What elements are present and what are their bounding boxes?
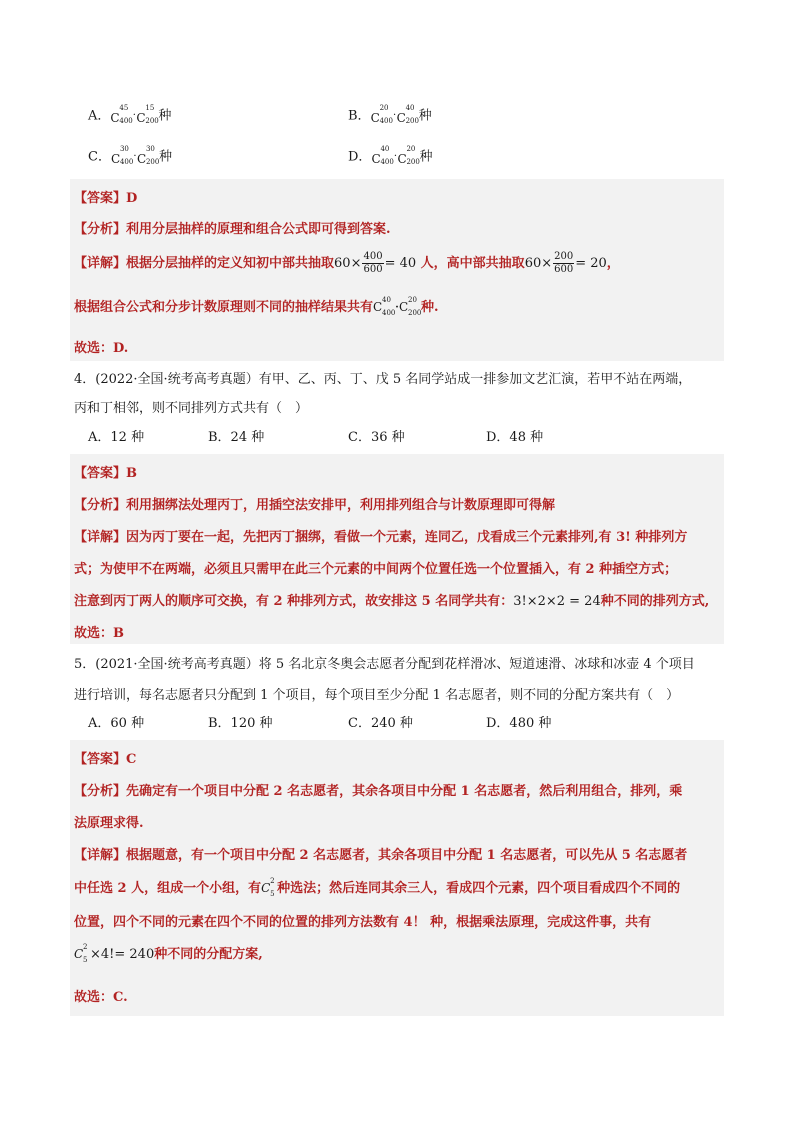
- combination-symbol: C 15 200: [136, 104, 159, 125]
- q4-option-c: C．36 种: [348, 430, 405, 445]
- combo-sub: 200: [145, 117, 159, 125]
- analysis-text: 利用分层抽样的原理和组合公式即可得到答案.: [126, 222, 391, 237]
- combo-sup: 20: [379, 104, 389, 112]
- option-unit: 种: [418, 108, 432, 124]
- detail-tag: 【详解】: [74, 848, 127, 863]
- combo-sup: 2: [270, 876, 275, 885]
- combination-symbol: C 30 400: [110, 145, 134, 166]
- combo-sup: 40: [405, 104, 415, 112]
- combo-sub: 400: [119, 117, 133, 125]
- conclusion-text: 故选：D.: [74, 341, 129, 356]
- answer-value: C: [126, 752, 137, 767]
- combo-sup: 40: [380, 145, 390, 153]
- fraction: [553, 251, 574, 276]
- combo-sub: 400: [380, 158, 394, 166]
- combination-symbol: C 20 200: [399, 295, 422, 317]
- combination-symbol: C 30 200: [136, 145, 160, 166]
- q4-solution-block: [70, 454, 724, 644]
- combo-sub: 5: [270, 889, 275, 898]
- combination-symbol: C 20 200: [397, 145, 420, 166]
- q5-option-b: B．120 种: [208, 716, 273, 731]
- detail-text: 种不同的分配方案,: [154, 947, 263, 962]
- combination-symbol: C 40 200: [396, 104, 419, 125]
- detail-text: 根据分层抽样的定义知初中部共抽取: [126, 256, 335, 271]
- detail-text: 人，高中部共抽取: [420, 256, 525, 271]
- q5-detail-line-3: 位置，四个不同的元素在四个不同的位置的排列方法数有 4！ 种，根据乘法原理，完成这件事，共有: [74, 915, 652, 930]
- math-expr: 3!×2×2 = 24: [513, 594, 601, 609]
- math-expr: ×4!= 240: [90, 947, 155, 962]
- answer-value: B: [126, 466, 138, 481]
- analysis-text: 先确定有一个项目中分配 2 名志愿者，其余各项目中分配 1 名志愿者，然后利用组合，排列，乘: [126, 784, 683, 799]
- detail-text: 根据题意，有一个项目中分配 2 名志愿者，其余各项目中分配 1 名志愿者，可以先从 5 名志愿者: [126, 848, 688, 863]
- combo-sub: 5: [83, 955, 88, 964]
- combo-sub: 200: [145, 158, 160, 166]
- detail-text: 根据组合公式和分步计数原理则不同的抽样结果共有: [74, 300, 374, 315]
- fraction-denominator: 600: [554, 264, 574, 275]
- math-expr: 60×: [334, 256, 362, 271]
- combo-sup: 30: [145, 145, 155, 153]
- detail-text: 种不同的排列方式,: [600, 594, 710, 609]
- q5-analysis-line-2: 法原理求得.: [74, 816, 144, 831]
- q4-conclusion: 故选：B: [74, 626, 124, 641]
- combination-symbol: C 45 400: [110, 104, 133, 125]
- q3-option-d: D． C 40 400 · C 20 200 种: [348, 145, 433, 166]
- q4-option-d: D．48 种: [486, 430, 544, 445]
- q5-answer: [74, 748, 136, 767]
- q3-option-c: C． C 30 400 · C 30 200 种: [88, 145, 172, 166]
- combo-sup: 40: [382, 295, 391, 304]
- combination-symbol: C 2 5: [261, 876, 275, 898]
- combo-sup: 20: [408, 295, 417, 304]
- option-unit: 种: [158, 149, 172, 165]
- combo-sub: 400: [119, 158, 134, 166]
- answer-tag: 【答案】: [74, 752, 127, 767]
- combination-symbol: C 2 5: [74, 942, 88, 964]
- q3-detail-line-1: [74, 251, 620, 277]
- detail-text: 注意到丙丁两人的顺序可交换，有 2 种排列方式，故安排这 5 名同学共有：: [74, 594, 514, 609]
- combo-sub: 400: [379, 117, 393, 125]
- q5-conclusion: 故选：C.: [74, 990, 128, 1005]
- combination-symbol: C 20 400: [370, 104, 393, 125]
- option-unit: 种: [419, 149, 433, 165]
- q3-analysis: [74, 218, 391, 237]
- combo-sub: 200: [406, 158, 420, 166]
- combo-sup: 30: [119, 145, 129, 153]
- combination-symbol: C 40 400: [373, 295, 396, 317]
- q4-detail-line-2: 式；为使甲不在两端，必须且只需甲在此三个元素的中间两个位置任选一个位置插入，有 2 种插空方式；: [74, 562, 678, 577]
- analysis-tag: 【分析】: [74, 498, 127, 513]
- fraction: [362, 251, 383, 276]
- option-label: C．: [88, 149, 111, 165]
- combo-sup: 20: [406, 145, 416, 153]
- combo-sub: 400: [382, 308, 396, 317]
- q4-stem-line-1: 4．(2022·全国·统考高考真题）有甲、乙、丙、丁、戊 5 名同学站成一排参加文艺汇演，若甲不站在两端，: [74, 372, 692, 387]
- option-label: A．: [88, 108, 111, 124]
- detail-text: 因为丙丁要在一起，先把丙丁捆绑，看做一个元素，连同乙，戊看成三个元素排列,有 3! 种排列方: [126, 530, 688, 545]
- detail-text: ，: [606, 256, 620, 271]
- q5-option-d: D．480 种: [486, 716, 552, 731]
- q5-detail-line-4: [74, 943, 263, 965]
- math-expr: = 20: [575, 256, 607, 271]
- answer-value: D: [126, 191, 138, 206]
- detail-tag: 【详解】: [74, 256, 127, 271]
- q3-detail-line-2: 根据组合公式和分步计数原理则不同的抽样结果共有 C 40 400 · C 20 200 种.: [74, 295, 439, 317]
- analysis-tag: 【分析】: [74, 784, 127, 799]
- option-label: B．: [348, 108, 371, 124]
- q3-option-b: B． C 20 400 · C 40 200 种: [348, 104, 432, 125]
- detail-text: 种.: [421, 300, 439, 315]
- q4-option-b: B．24 种: [208, 430, 265, 445]
- q3-solution-block: [70, 179, 724, 361]
- answer-tag: 【答案】: [74, 191, 127, 206]
- q5-stem-line-1: 5．(2021·全国·统考高考真题）将 5 名北京冬奥会志愿者分配到花样滑冰、短道速滑、冰球和冰壶 4 个项目: [74, 657, 695, 672]
- q3-answer: [74, 187, 137, 206]
- q5-detail-line-2: [74, 877, 680, 899]
- detail-text: 种选法；然后连同其余三人，看成四个元素，四个项目看成四个不同的: [277, 881, 681, 896]
- combo-sup: 2: [83, 942, 88, 951]
- q5-solution-block: [70, 740, 724, 1016]
- q5-stem-line-2: 进行培训，每名志愿者只分配到 1 个项目，每个项目至少分配 1 名志愿者，则不同的分配方案共有（ ）: [74, 688, 680, 703]
- q4-option-a: A．12 种: [88, 430, 145, 445]
- option-unit: 种: [158, 108, 172, 124]
- fraction-numerator: 200: [554, 251, 574, 262]
- analysis-text: 利用捆绑法处理丙丁，用插空法安排甲，利用排列组合与计数原理即可得解: [126, 498, 556, 513]
- q3-option-a: A． C 45 400 · C 15 200 种: [88, 104, 172, 125]
- q5-option-a: A．60 种: [88, 716, 145, 731]
- detail-text: 中任选 2 人，组成一个小组，有: [74, 881, 262, 896]
- q4-stem-line-2: 丙和丁相邻，则不同排列方式共有（ ）: [74, 401, 309, 416]
- math-expr: = 40: [384, 256, 417, 271]
- math-expr: 60×: [524, 256, 553, 271]
- q4-analysis: [74, 494, 555, 513]
- q5-option-c: C．240 种: [348, 716, 413, 731]
- q4-detail-line-1: [74, 526, 687, 545]
- fraction-numerator: 400: [363, 251, 383, 262]
- analysis-tag: 【分析】: [74, 222, 127, 237]
- answer-tag: 【答案】: [74, 466, 127, 481]
- detail-tag: 【详解】: [74, 530, 127, 545]
- q4-answer: [74, 462, 137, 481]
- q3-conclusion: [74, 337, 128, 356]
- option-label: D．: [348, 149, 372, 165]
- combo-sub: 200: [405, 117, 419, 125]
- combination-symbol: C 40 400: [371, 145, 394, 166]
- combo-sup: 45: [119, 104, 129, 112]
- q4-detail-line-3: [74, 590, 709, 609]
- fraction-denominator: 600: [363, 264, 383, 275]
- q5-analysis-line-1: [74, 780, 682, 799]
- combo-sub: 200: [408, 308, 422, 317]
- q5-detail-line-1: [74, 844, 687, 863]
- combo-sup: 15: [145, 104, 155, 112]
